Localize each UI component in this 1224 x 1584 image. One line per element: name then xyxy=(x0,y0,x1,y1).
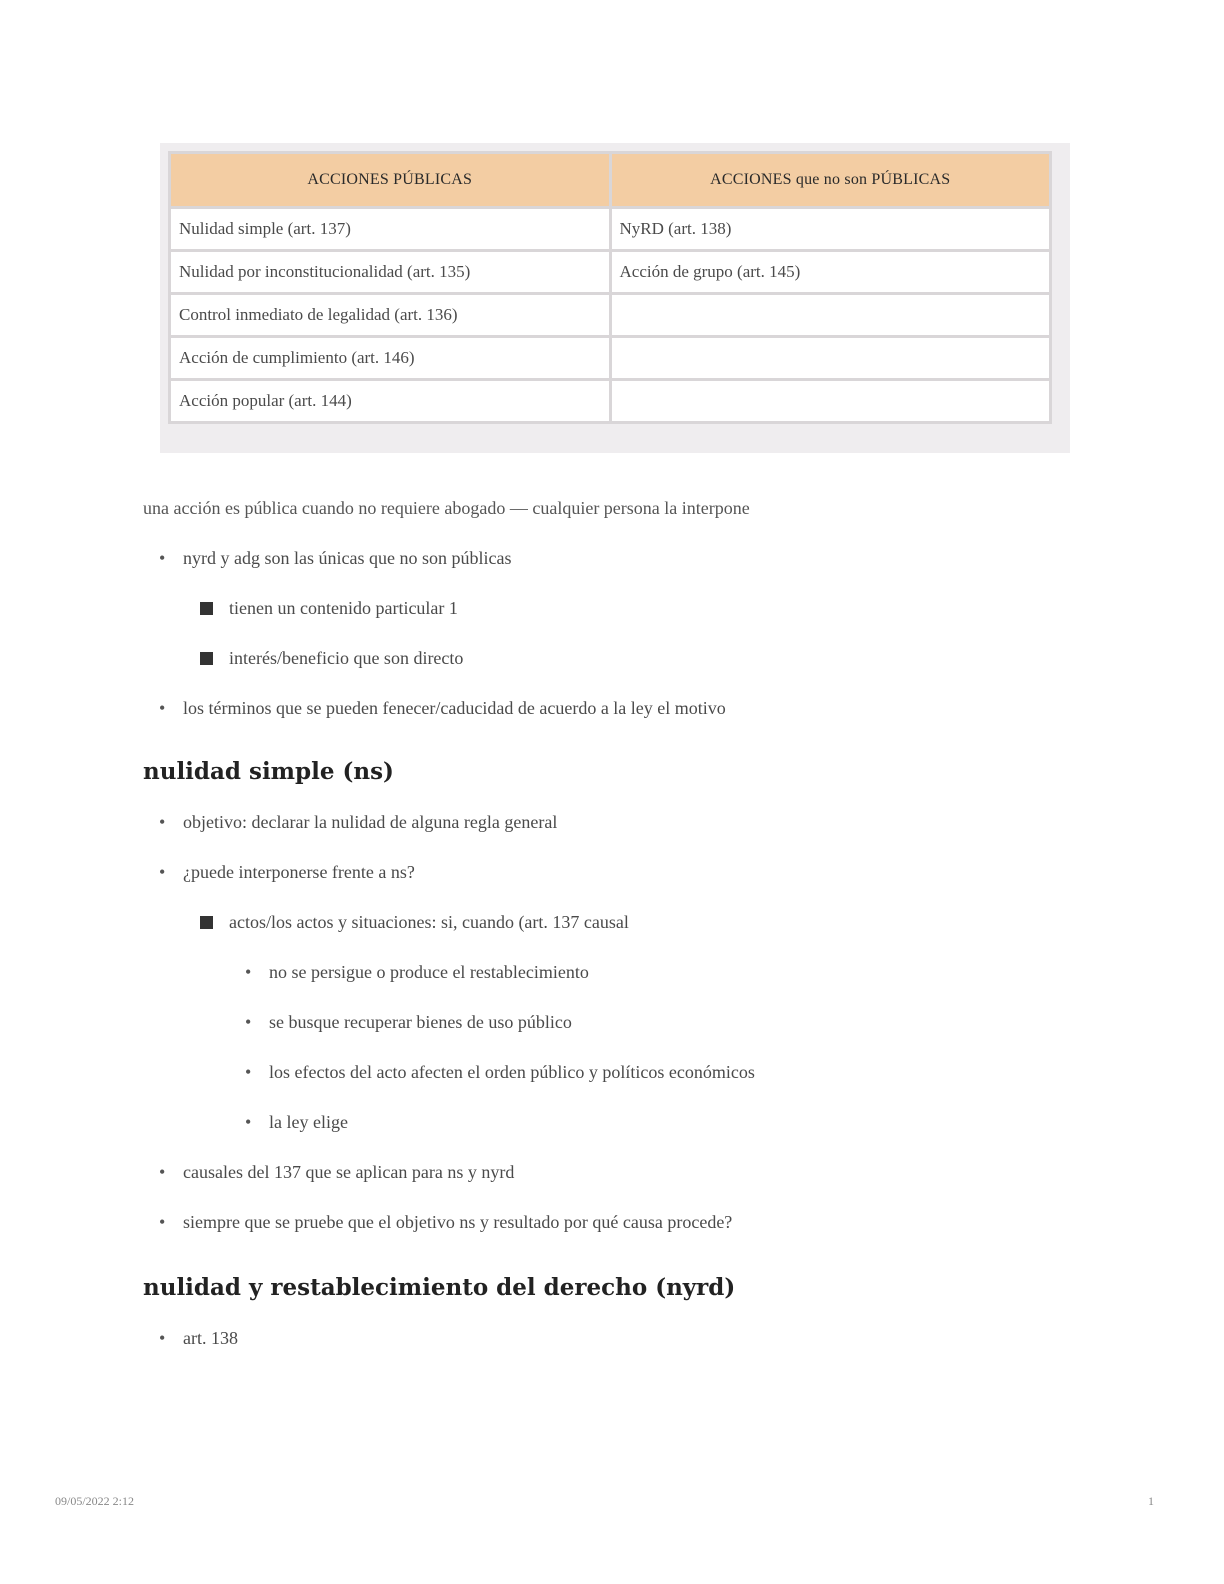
table-row xyxy=(170,208,1051,251)
bullet-icon xyxy=(245,997,251,1047)
table-header-row xyxy=(170,153,1051,208)
intro-paragraph: una acción es pública cuando no requiere abogado — cualquier persona la interpone xyxy=(143,498,750,518)
actions-table xyxy=(168,151,1052,424)
bullet-icon xyxy=(159,1313,165,1363)
table-cell: Nulidad simple (art. 137) xyxy=(170,208,611,251)
table-cell xyxy=(610,337,1051,380)
list-item-text: objetivo: declarar la nulidad de alguna regla general xyxy=(183,812,558,832)
list-item xyxy=(143,1097,1143,1147)
square-bullet-icon xyxy=(200,602,213,615)
list-item xyxy=(143,683,1143,733)
list-item xyxy=(143,797,1143,847)
table-row xyxy=(170,251,1051,294)
table-cell: Control inmediato de legalidad (art. 136) xyxy=(170,294,611,337)
list-item xyxy=(143,1197,1143,1247)
list-item-text: art. 138 xyxy=(183,1328,238,1348)
section-heading: nulidad y restablecimiento del derecho (nyrd) xyxy=(143,1274,736,1301)
list-block-3 xyxy=(143,1313,1143,1363)
table-row xyxy=(170,380,1051,423)
bullet-icon xyxy=(245,1097,251,1147)
table-cell: Acción de cumplimiento (art. 146) xyxy=(170,337,611,380)
list-item xyxy=(143,533,1143,583)
bullet-icon xyxy=(159,1197,165,1247)
bullet-icon xyxy=(159,1147,165,1197)
table-row xyxy=(170,337,1051,380)
list-item-text: siempre que se pruebe que el objetivo ns y resultado por qué causa procede? xyxy=(183,1212,733,1232)
list-item-text: los términos que se pueden fenecer/caducidad de acuerdo a la ley el motivo xyxy=(183,698,726,718)
list-block-2 xyxy=(143,797,1143,1247)
list-item-text: nyrd y adg son las únicas que no son públicas xyxy=(183,548,512,568)
list-item-text: no se persigue o produce el restablecimiento xyxy=(269,962,589,982)
bullet-icon xyxy=(245,947,251,997)
bullet-icon xyxy=(159,847,165,897)
list-block-1 xyxy=(143,533,1143,733)
table-cell: NyRD (art. 138) xyxy=(610,208,1051,251)
table-cell xyxy=(610,380,1051,423)
list-item-text: causales del 137 que se aplican para ns y nyrd xyxy=(183,1162,515,1182)
table-cell: Nulidad por inconstitucionalidad (art. 135) xyxy=(170,251,611,294)
bullet-icon xyxy=(159,683,165,733)
list-item-text: se busque recuperar bienes de uso público xyxy=(269,1012,572,1032)
table-header-cell: ACCIONES PÚBLICAS xyxy=(170,153,611,208)
list-item-text: ¿puede interponerse frente a ns? xyxy=(183,862,415,882)
table-cell: Acción de grupo (art. 145) xyxy=(610,251,1051,294)
list-item xyxy=(143,947,1143,997)
list-item xyxy=(143,633,1143,683)
bullet-icon xyxy=(159,797,165,847)
list-item xyxy=(143,847,1143,897)
table-row xyxy=(170,294,1051,337)
page-number: 1 xyxy=(1148,1494,1154,1508)
footer-timestamp: 09/05/2022 2:12 xyxy=(55,1494,135,1508)
list-item-text: los efectos del acto afecten el orden público y políticos económicos xyxy=(269,1062,755,1082)
section-heading: nulidad simple (ns) xyxy=(143,758,394,785)
square-bullet-icon xyxy=(200,652,213,665)
table-cell: Acción popular (art. 144) xyxy=(170,380,611,423)
list-item xyxy=(143,1047,1143,1097)
list-item xyxy=(143,1313,1143,1363)
actions-table-container xyxy=(160,143,1070,453)
square-bullet-icon xyxy=(200,916,213,929)
list-item xyxy=(143,1147,1143,1197)
list-item xyxy=(143,997,1143,1047)
list-item xyxy=(143,583,1143,633)
table-cell xyxy=(610,294,1051,337)
bullet-icon xyxy=(245,1047,251,1097)
list-item-text: tienen un contenido particular 1 xyxy=(229,598,458,618)
bullet-icon xyxy=(159,533,165,583)
list-item xyxy=(143,897,1143,947)
list-item-text: la ley elige xyxy=(269,1112,348,1132)
table-header-cell: ACCIONES que no son PÚBLICAS xyxy=(610,153,1051,208)
list-item-text: actos/los actos y situaciones: si, cuando (art. 137 causal xyxy=(229,912,629,932)
list-item-text: interés/beneficio que son directo xyxy=(229,648,464,668)
